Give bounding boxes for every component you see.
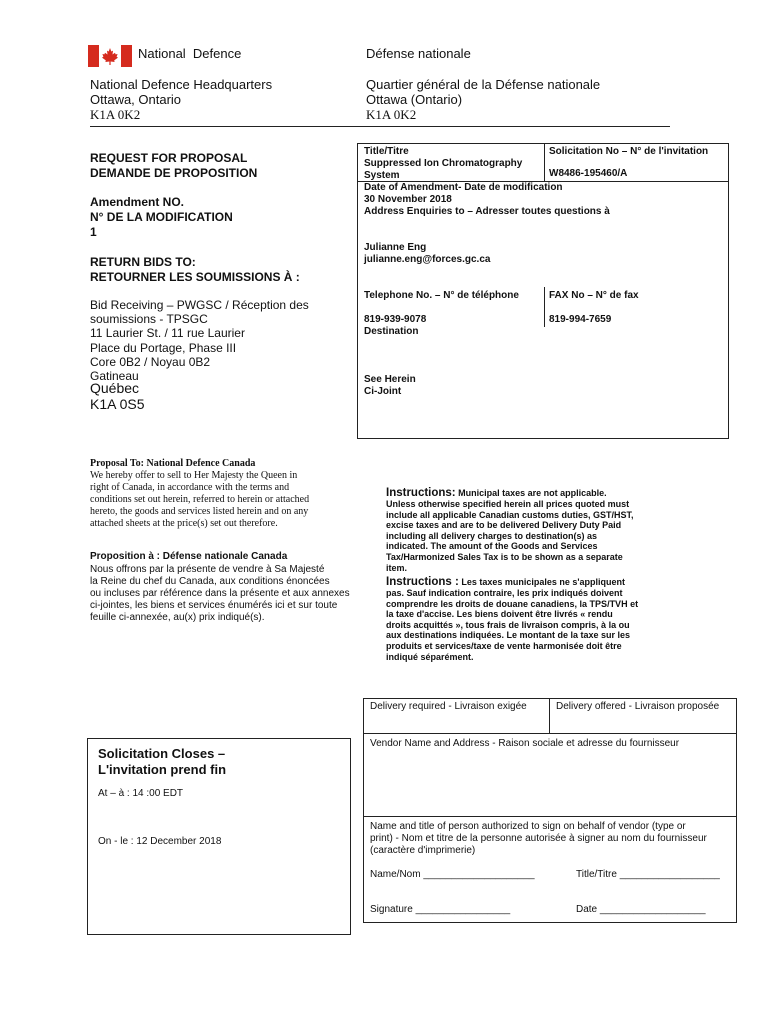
amendment-label: Amendment NO. N° DE LA MODIFICATION bbox=[90, 195, 233, 224]
address-enquiries-label: Address Enquiries to – Adresser toutes questions à bbox=[364, 206, 610, 217]
vendor-row-divider bbox=[363, 816, 737, 817]
instructions-fr-heading: Instructions : bbox=[386, 576, 459, 588]
amendment-date-label: Date of Amendment- Date de modification bbox=[364, 182, 563, 193]
instructions-fr bbox=[386, 577, 706, 662]
header-department-fr: Défense nationale bbox=[366, 46, 471, 61]
destination-label: Destination bbox=[364, 326, 419, 337]
solicitation-col-divider-top bbox=[544, 143, 545, 182]
header-hq-fr: Quartier général de la Défense nationale bbox=[366, 77, 601, 92]
instructions-en bbox=[386, 488, 706, 573]
solicitation-no-value: W8486-195460/A bbox=[549, 168, 628, 179]
return-address: Bid Receiving – PWGSC / Réception des soumissions - TPSGC 11 Laurier St. / 11 rue Laurier Place du Portage, Phase III Core 0B2 / Noyau 0B2 Gatineau bbox=[90, 298, 309, 384]
vendor-box bbox=[363, 698, 737, 923]
header-city-fr: Ottawa (Ontario) bbox=[366, 92, 463, 107]
delivery-row-divider bbox=[363, 733, 737, 734]
amendment-number: 1 bbox=[90, 225, 97, 239]
header-postal-fr: K1A 0K2 bbox=[366, 107, 417, 122]
header-city-en: Ottawa, Ontario bbox=[90, 92, 182, 107]
proposal-fr-body: Nous offrons par la présente de vendre à Sa Majesté la Reine du chef du Canada, aux conditions énoncées ou incluses par référence dans la présente et aux annexes ci-jointes, les biens et services énumérés ici et sur toute feuille ci-annexée, au(x) prix indiqué(s). bbox=[90, 564, 350, 623]
instructions-en-heading: Instructions: bbox=[386, 487, 456, 499]
solicitation-closes-title: Solicitation Closes – L'invitation prend fin bbox=[98, 746, 227, 777]
return-bids-heading: RETURN BIDS TO: RETOURNER LES SOUMISSIONS À : bbox=[90, 255, 300, 284]
header-department-en: National Defence bbox=[138, 46, 242, 61]
solicitation-no-label: Solicitation No – N° de l'invitation bbox=[549, 146, 709, 157]
return-province: Québec bbox=[90, 380, 140, 396]
delivery-required-field[interactable]: Delivery required - Livraison exigée bbox=[370, 701, 527, 712]
proposal-fr-title: Proposition à : Défense nationale Canada bbox=[90, 551, 288, 562]
closing-date: On - le : 12 December 2018 bbox=[98, 836, 222, 847]
delivery-offered-field[interactable]: Delivery offered - Livraison proposée bbox=[556, 701, 720, 712]
signatory-title-field[interactable]: Title/Titre __________________ bbox=[576, 869, 720, 880]
instructions-en-body: Unless otherwise specified herein all prices quoted must include all applicable Canadian customs duties, GST/HST, excise taxes and are to be delivered Delivery Duty Paid including all delivery charges to destination(s) as indicated. The amount of the Goods and Services Tax/Harmonized Sales Tax is to be shown as a separate item. bbox=[386, 499, 634, 573]
proposal-en-body: We hereby offer to sell to Her Majesty the Queen in right of Canada, in accordance with the terms and conditions set out herein, referred to herein or attached hereto, the goods and services listed herein and on any attached sheets at the price(s) set out therefore. bbox=[90, 470, 310, 529]
signature-field[interactable]: Signature _________________ bbox=[370, 904, 511, 915]
vendor-name-address-field[interactable]: Vendor Name and Address - Raison sociale et adresse du fournisseur bbox=[370, 738, 680, 749]
return-postal-code: K1A 0S5 bbox=[90, 396, 145, 412]
canada-flag-icon bbox=[88, 45, 132, 67]
proposal-en-title: Proposal To: National Defence Canada bbox=[90, 458, 256, 469]
title-value: Suppressed Ion Chromatography System bbox=[364, 158, 523, 181]
header-postal-en: K1A 0K2 bbox=[90, 107, 141, 122]
fax-value: 819-994-7659 bbox=[549, 314, 612, 325]
instructions-en-lead: Municipal taxes are not applicable. bbox=[455, 488, 607, 498]
signatory-title: Name and title of person authorized to sign on behalf of vendor (type or print) - Nom et titre de la personne autorisée à signer au nom du fournisseur (caractère d'imprimerie) bbox=[370, 821, 707, 856]
closing-time: At – à : 14 :00 EDT bbox=[98, 788, 184, 799]
title-label: Title/Titre bbox=[364, 146, 409, 157]
delivery-col-divider bbox=[549, 698, 550, 734]
contact-name: Julianne Eng bbox=[364, 242, 427, 253]
telephone-value: 819-939-9078 bbox=[364, 314, 427, 325]
fax-label: FAX No – N° de fax bbox=[549, 290, 639, 301]
destination-value: See Herein Ci-Joint bbox=[364, 374, 416, 397]
signatory-name-field[interactable]: Name/Nom ____________________ bbox=[370, 869, 535, 880]
telephone-label: Telephone No. – N° de téléphone bbox=[364, 290, 519, 301]
header-hq-en: National Defence Headquarters bbox=[90, 77, 273, 92]
header-divider bbox=[90, 126, 670, 127]
instructions-fr-body: pas. Sauf indication contraire, les prix indiqués doivent comprendre les droits de douane canadiens, la TPS/TVH et la taxe d'accise. Les biens doivent être livrés « rendu droits acquittés », tous frais de livraison compris, à la ou aux destinations indiquées. Le montant de la taxe sur les produits et services/taxe de vente harmonisée doit être indiqué séparément. bbox=[386, 588, 639, 662]
solicitation-col-divider-phone bbox=[544, 287, 545, 327]
date-field[interactable]: Date ___________________ bbox=[576, 904, 706, 915]
instructions-fr-lead: Les taxes municipales ne s'appliquent bbox=[458, 577, 626, 587]
amendment-date-value: 30 November 2018 bbox=[364, 194, 452, 205]
rfp-title: REQUEST FOR PROPOSAL DEMANDE DE PROPOSITION bbox=[90, 151, 258, 180]
contact-email: julianne.eng@forces.gc.ca bbox=[364, 254, 491, 265]
